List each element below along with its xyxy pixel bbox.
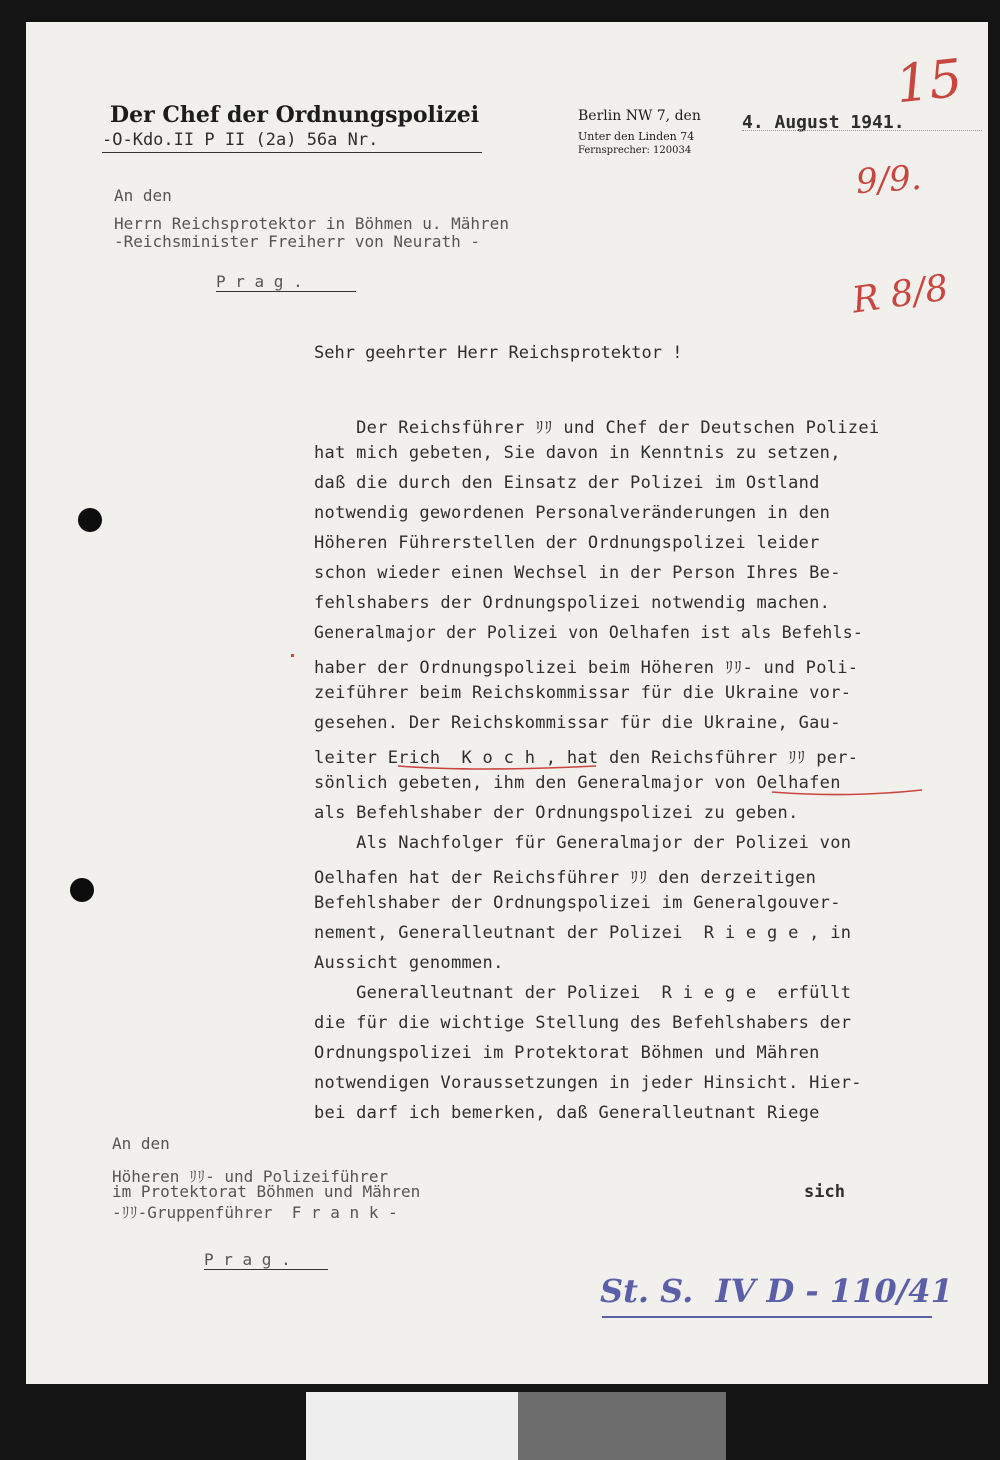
underline-name-koch (398, 766, 596, 769)
body-line: notwendig gewordenen Personalveränderungen in den (314, 503, 831, 523)
body-line: Generalmajor der Polizei von Oelhafen ist als Befehls- (314, 623, 864, 642)
handwritten-page-number: 15 (893, 48, 966, 116)
scanner-label-area (306, 1392, 518, 1460)
addressee-line-1: An den (114, 186, 172, 205)
fold-mark (291, 654, 294, 657)
stamp-underline (602, 1316, 932, 1318)
body-line: die für die wichtige Stellung des Befehlshabers der (314, 1013, 852, 1033)
addressee-city: P r a g . (216, 272, 356, 292)
document-page (26, 22, 988, 1384)
body-line: Als Nachfolger für Generalmajor der Polizei von (314, 833, 852, 853)
body-line: Ordnungspolizei im Protektorat Böhmen und Mähren (314, 1043, 820, 1063)
body-line: leiter Erich K o c h , hat den Reichsführer ﾘﾘ per- (314, 748, 859, 768)
body-line: Oelhafen hat der Reichsführer ﾘﾘ den derzeitigen (314, 868, 817, 888)
salutation: Sehr geehrter Herr Reichsprotektor ! (314, 343, 683, 363)
body-line: Befehlshaber der Ordnungspolizei im Generalgouver- (314, 893, 841, 913)
body-line: Aussicht genommen. (314, 953, 504, 973)
letterhead-address: Unter den Linden 74 (578, 130, 695, 143)
body-line: fehlshabers der Ordnungspolizei notwendig machen. (314, 593, 831, 613)
body-line: Höheren Führerstellen der Ordnungspolizei leider (314, 533, 820, 553)
body-line: haber der Ordnungspolizei beim Höheren ﾘﾘ- und Poli- (314, 658, 859, 678)
handwritten-initials: R 8/8 (849, 267, 951, 322)
body-line: zeiführer beim Reichskommissar für die Ukraine vor- (314, 683, 852, 703)
cc-line-4: -ﾘﾘ-Gruppenführer F r a n k - (112, 1203, 398, 1222)
body-line: nement, Generalleutnant der Polizei R i e g e , in (314, 923, 852, 943)
body-line: notwendigen Voraussetzungen in jeder Hinsicht. Hier- (314, 1073, 862, 1093)
cc-line-1: An den (112, 1134, 170, 1153)
red-pencil-underlines (386, 760, 926, 800)
body-line: Der Reichsführer ﾘﾘ und Chef der Deutschen Polizei (314, 418, 880, 438)
blue-reference-stamp: St. S. IV D - 110/41 (600, 1272, 953, 1310)
letterhead-phone: Fernsprecher: 120034 (578, 145, 692, 156)
scanner-gray-card (518, 1392, 726, 1460)
letterhead-reference: -O-Kdo.II P II (2a) 56a Nr. (102, 130, 482, 153)
underline-name-oelhafen (772, 790, 922, 795)
cc-line-2: Höheren ﾘﾘ- und Polizeiführer (112, 1167, 389, 1186)
body-line: als Befehlshaber der Ordnungspolizei zu geben. (314, 803, 799, 823)
letter-date: 4. August 1941. (742, 112, 905, 133)
addressee-line-3: -Reichsminister Freiherr von Neurath - (114, 232, 481, 251)
cc-line-3: im Protektorat Böhmen und Mähren (112, 1182, 421, 1201)
date-rule (742, 130, 982, 131)
body-line: Generalleutnant der Polizei R i e g e erfüllt (314, 983, 852, 1003)
body-line: hat mich gebeten, Sie davon in Kenntnis zu setzen, (314, 443, 841, 463)
punch-hole-bottom (70, 878, 94, 902)
letterhead-place: Berlin NW 7, den (578, 108, 701, 124)
addressee-line-2: Herrn Reichsprotektor in Böhmen u. Mähren (114, 214, 509, 233)
continuation-word: sich (804, 1182, 845, 1202)
body-line: daß die durch den Einsatz der Polizei im Ostland (314, 473, 820, 493)
cc-city: P r a g . (204, 1250, 328, 1270)
body-line: schon wieder einen Wechsel in der Person Ihres Be- (314, 563, 841, 583)
punch-hole-top (78, 508, 102, 532)
body-line: bei darf ich bemerken, daß Generalleutnant Riege (314, 1103, 820, 1123)
letterhead-org: Der Chef der Ordnungspolizei (110, 102, 480, 128)
handwritten-date-mark: 9/9. (854, 157, 923, 203)
body-line: sönlich gebeten, ihm den Generalmajor von Oelhafen (314, 773, 841, 793)
body-line: gesehen. Der Reichskommissar für die Ukraine, Gau- (314, 713, 841, 733)
